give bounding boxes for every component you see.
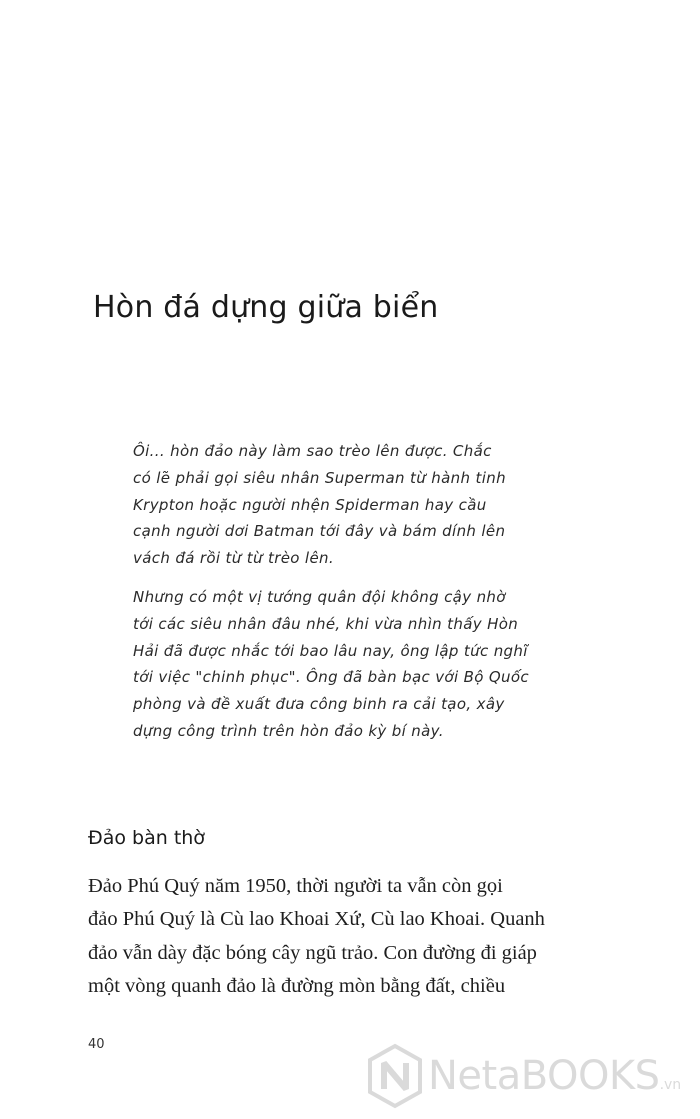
intro-paragraph-1: [133, 438, 595, 572]
section-heading: Đảo bàn thờ: [88, 827, 205, 849]
text-line: phòng và đề xuất đưa công binh ra cải tạo, xây: [133, 695, 505, 714]
text-line: Hải đã được nhắc tới bao lâu nay, ông lập tức nghĩ: [133, 641, 528, 660]
text-line: cạnh người dơi Batman tới đây và bám dính lên: [133, 522, 506, 541]
watermark: [366, 1043, 696, 1113]
text-line: vách đá rồi từ từ trèo lên.: [133, 549, 335, 568]
text-line: Krypton hoặc người nhện Spiderman hay cầu: [133, 495, 487, 514]
watermark-tld: .vn: [659, 1077, 682, 1093]
intro-paragraph-2: [133, 584, 595, 745]
text-line: tới việc "chinh phục". Ông đã bàn bạc với Bộ Quốc: [133, 668, 530, 687]
text-line: Nhưng có một vị tướng quân đội không cậy nhờ: [133, 587, 506, 606]
watermark-brand: [428, 1053, 681, 1099]
text-line: Ôi... hòn đảo này làm sao trèo lên được. Chắc: [133, 442, 492, 460]
watermark-brand-text: NetaBOOKS: [428, 1053, 660, 1099]
text-line: đảo Phú Quý là Cù lao Khoai Xứ, Cù lao Khoai. Quanh: [88, 908, 545, 931]
text-line: tới các siêu nhân đâu nhé, khi vừa nhìn thấy Hòn: [133, 614, 519, 633]
intro-quote: [133, 438, 595, 757]
section-body: [88, 870, 608, 1004]
page-number: 40: [88, 1037, 105, 1052]
text-line: đảo vẫn dày đặc bóng cây ngũ trảo. Con đường đi giáp: [88, 941, 537, 964]
text-line: một vòng quanh đảo là đường mòn bằng đất, chiều: [88, 975, 506, 998]
netabooks-logo-icon: [366, 1043, 424, 1109]
chapter-title: Hòn đá dựng giữa biển: [93, 290, 439, 325]
text-line: có lẽ phải gọi siêu nhân Superman từ hành tinh: [133, 468, 506, 487]
text-line: dựng công trình trên hòn đảo kỳ bí này.: [133, 721, 444, 740]
text-line: Đảo Phú Quý năm 1950, thời người ta vẫn còn gọi: [88, 875, 503, 897]
